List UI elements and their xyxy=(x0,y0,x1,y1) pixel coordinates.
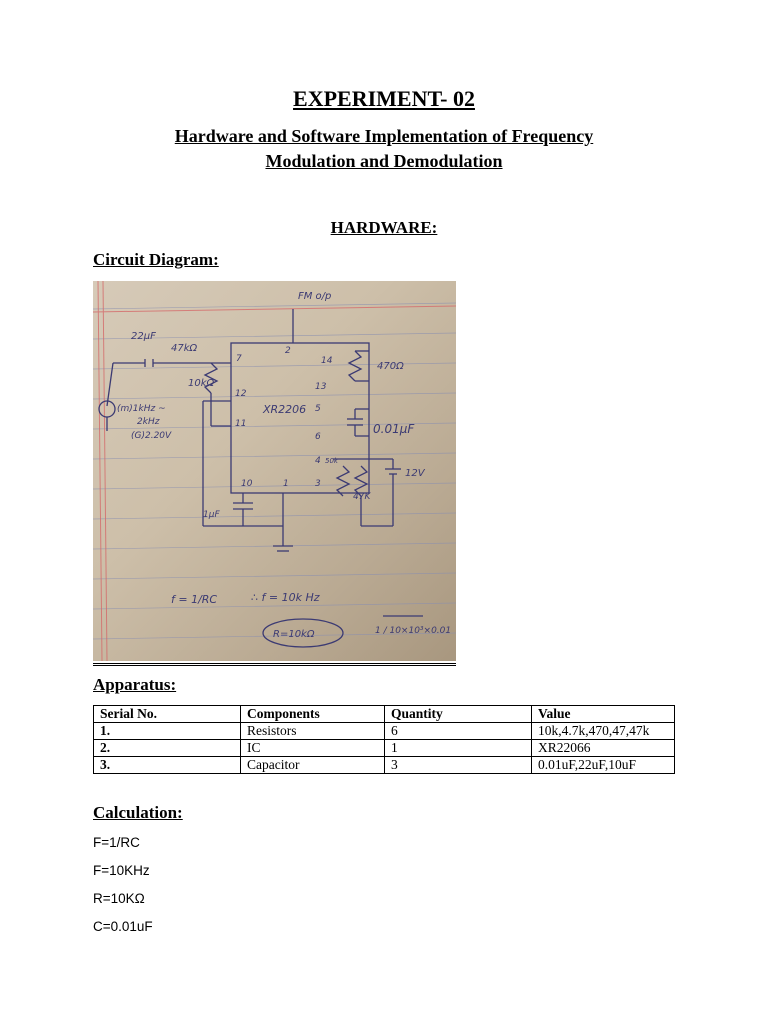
label-fm-output: FM o/p xyxy=(298,291,332,302)
cell-value: XR22066 xyxy=(532,740,675,757)
table-row xyxy=(94,723,675,740)
label-pin-11: 11 xyxy=(235,419,247,429)
cell-value: 10k,4.7k,470,47,47k xyxy=(532,723,675,740)
cell-component: Resistors xyxy=(241,723,385,740)
label-cap-001uf: 0.01μF xyxy=(373,422,415,436)
table-header-row xyxy=(94,706,675,723)
experiment-subtitle xyxy=(0,124,768,174)
table-row xyxy=(94,740,675,757)
cell-component: Capacitor xyxy=(241,757,385,774)
photo-divider xyxy=(93,663,456,666)
cell-quantity: 3 xyxy=(385,757,532,774)
label-pin-12: 12 xyxy=(235,389,247,399)
label-source-line-1: (m)1kHz ~ xyxy=(117,404,166,414)
label-pin-3: 3 xyxy=(315,479,321,489)
table-row xyxy=(94,757,675,774)
label-pin-10: 10 xyxy=(241,479,253,489)
cell-serial: 3. xyxy=(94,757,241,774)
label-pin-13: 13 xyxy=(315,382,327,392)
header-quantity: Quantity xyxy=(385,706,532,723)
label-pin-5: 5 xyxy=(315,404,321,414)
label-source-line-2: 2kHz xyxy=(137,417,160,427)
label-supply-12v: 12V xyxy=(405,468,425,479)
label-cap-1uf: 1μF xyxy=(203,510,220,520)
cell-value: 0.01uF,22uF,10uF xyxy=(532,757,675,774)
apparatus-heading: Apparatus: xyxy=(93,675,177,694)
label-pot-50k: 50k xyxy=(325,457,338,465)
label-pot-47k: 47K xyxy=(353,492,371,502)
calc-line-frequency-value: F=10KHz xyxy=(93,863,150,878)
circuit-diagram-sketch xyxy=(93,281,456,661)
label-pin-6: 6 xyxy=(315,432,321,442)
circuit-diagram-heading: Circuit Diagram: xyxy=(93,250,219,269)
label-source-line-3: (G)2.20V xyxy=(131,431,172,441)
header-components: Components xyxy=(241,706,385,723)
label-res-10k: 10kΩ xyxy=(188,378,215,389)
cell-serial: 2. xyxy=(94,740,241,757)
header-value: Value xyxy=(532,706,675,723)
cell-quantity: 6 xyxy=(385,723,532,740)
subtitle-line-2: Modulation and Demodulation xyxy=(265,151,503,171)
header-serial: Serial No. xyxy=(94,706,241,723)
formula-r-10k: R=10kΩ xyxy=(273,629,315,640)
section-hardware-heading: HARDWARE: xyxy=(330,218,438,237)
label-pin-4: 4 xyxy=(315,456,321,466)
apparatus-table xyxy=(93,705,675,774)
label-res-47k: 47kΩ xyxy=(171,343,198,354)
formula-f-10k: ∴ f = 10k Hz xyxy=(251,591,320,604)
label-pin-14: 14 xyxy=(321,356,333,366)
calc-line-resistance: R=10KΩ xyxy=(93,891,145,906)
label-pin-2-top: 2 xyxy=(285,346,291,356)
formula-f: f = 1/RC xyxy=(171,593,218,606)
subtitle-line-1: Hardware and Software Implementation of Frequency xyxy=(174,126,594,146)
formula-c-calc: 1 / 10×10³×0.01 xyxy=(375,626,452,636)
cell-component: IC xyxy=(241,740,385,757)
label-res-470: 470Ω xyxy=(377,361,404,372)
label-cap-22uf: 22μF xyxy=(131,331,156,342)
calc-line-capacitance: C=0.01uF xyxy=(93,919,153,934)
cell-quantity: 1 xyxy=(385,740,532,757)
experiment-title: EXPERIMENT- 02 xyxy=(293,86,475,111)
calculation-heading: Calculation: xyxy=(93,803,183,822)
label-ic: XR2206 xyxy=(263,403,307,416)
cell-serial: 1. xyxy=(94,723,241,740)
circuit-diagram-photo xyxy=(93,281,456,661)
calc-line-frequency-formula: F=1/RC xyxy=(93,835,140,850)
label-pin-7: 7 xyxy=(236,354,242,364)
label-pin-1: 1 xyxy=(283,479,289,489)
